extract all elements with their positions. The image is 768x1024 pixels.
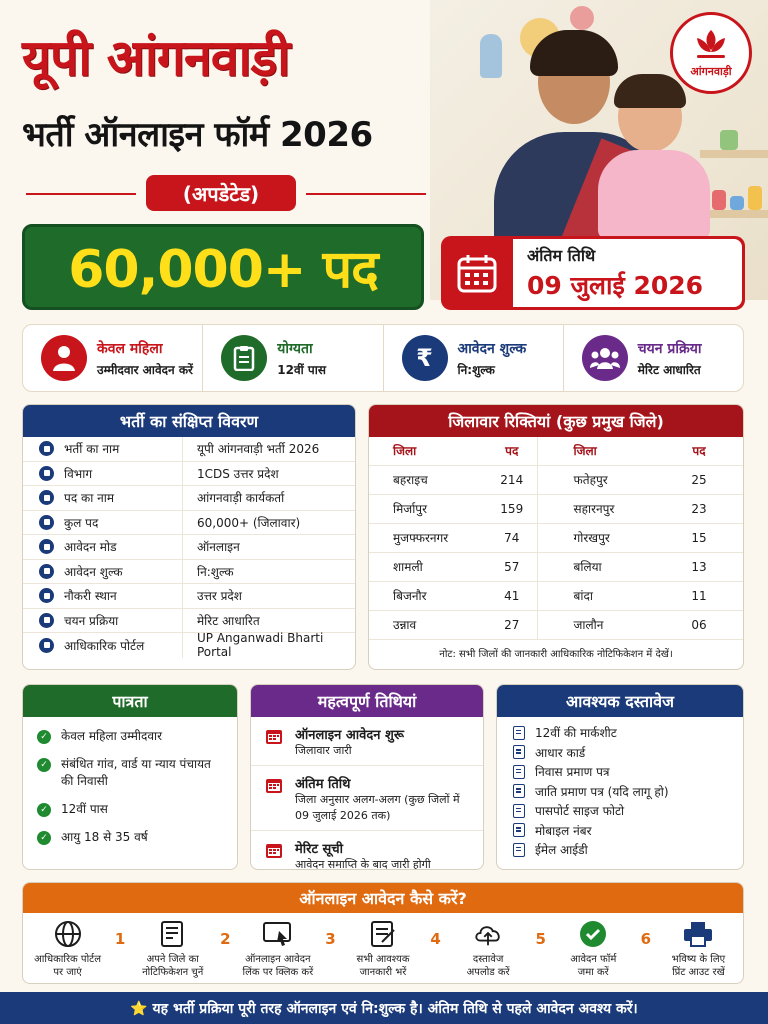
group-icon [582, 335, 628, 381]
summary-row [23, 584, 355, 609]
eligibility-text: आयु 18 से 35 वर्ष [61, 830, 148, 844]
date-title: मेरिट सूची [295, 842, 343, 857]
district-cell: सहारनपुर [537, 494, 655, 523]
summary-value: उत्तर प्रदेश [182, 584, 355, 608]
summary-value: UP Anganwadi Bharti Portal [182, 633, 355, 658]
feature-strip [22, 324, 744, 392]
document-text: 12वीं की मार्कशीट [535, 726, 617, 741]
district-table [369, 437, 743, 640]
summary-row-icon [39, 638, 54, 653]
step-line2: प्रिंट आउट रखें [672, 967, 725, 978]
summary-row [23, 486, 355, 511]
notice-icon [158, 919, 188, 949]
table-row [369, 465, 743, 494]
summary-row-icon [39, 441, 54, 456]
summary-row [23, 609, 355, 634]
eligibility-title: पात्रता [23, 685, 237, 717]
summary-key: भर्ती का नाम [64, 442, 120, 457]
col-posts: पद [655, 437, 743, 465]
step-line1: दस्तावेज [472, 954, 504, 965]
list-item [497, 840, 743, 860]
posts-cell: 41 [487, 581, 537, 610]
step-number: 6 [640, 930, 652, 948]
table-row [369, 581, 743, 610]
calendar-icon [265, 727, 283, 745]
table-row [369, 523, 743, 552]
apply-step [233, 919, 322, 979]
district-cell: बलिया [537, 552, 655, 581]
summary-value: आंगनवाड़ी कार्यकर्ता [182, 486, 355, 510]
summary-key: आवेदन मोड [64, 540, 117, 555]
document-text: पासपोर्ट साइज फोटो [535, 804, 625, 819]
date-title: अंतिम तिथि [295, 777, 351, 792]
district-header-row [369, 437, 743, 465]
feature-women-only [23, 325, 203, 391]
step-number: 3 [325, 930, 336, 948]
deadline-date: 09 जुलाई 2026 [527, 271, 704, 300]
district-vacancies-panel [368, 404, 744, 670]
step-line2: नोटिफिकेशन चुनें [142, 967, 204, 978]
updated-badge: (अपडेटेड) [146, 175, 296, 211]
important-dates-panel [250, 684, 484, 870]
posts-cell: 15 [655, 523, 743, 552]
date-subtitle: जिला अनुसार अलग-अलग (कुछ जिलों में 09 जुलाई 2026 तक) [295, 793, 460, 822]
summary-row [23, 633, 355, 658]
step-line1: अपने जिले का [146, 954, 199, 965]
woman-icon [41, 335, 87, 381]
posts-cell: 57 [487, 552, 537, 581]
footer-banner: ⭐ यह भर्ती प्रक्रिया पूरी तरह ऑनलाइन एवं नि:शुल्क है। अंतिम तिथि से पहले आवेदन अवश्य करें। [0, 992, 768, 1024]
list-item [497, 801, 743, 821]
document-icon [513, 745, 525, 759]
date-subtitle: आवेदन समाप्ति के बाद जारी होगी [295, 858, 431, 870]
date-subtitle: जिलावार जारी [295, 744, 352, 757]
step-number: 1 [114, 930, 126, 948]
posts-cell: 25 [655, 465, 743, 494]
feature-title: आवेदन शुल्क [457, 340, 527, 357]
check-icon: ✓ [37, 758, 51, 772]
summary-row-icon [39, 515, 54, 530]
district-cell: शामली [369, 552, 487, 581]
rupee-icon: ₹ [402, 335, 448, 381]
apply-step [549, 919, 638, 979]
summary-key: पद का नाम [64, 491, 115, 506]
calendar-icon [441, 236, 513, 310]
summary-row [23, 437, 355, 462]
district-cell: मिर्जापुर [369, 494, 487, 523]
feature-fee [384, 325, 564, 391]
summary-value: ऑनलाइन [182, 535, 355, 559]
district-cell: बांदा [537, 581, 655, 610]
step-line1: भविष्य के लिए [671, 954, 726, 965]
documents-title: आवश्यक दस्तावेज [497, 685, 743, 717]
logo-text: आंगनवाड़ी [690, 64, 732, 78]
district-cell: जालौन [537, 610, 655, 639]
district-cell: बहराइच [369, 465, 487, 494]
summary-key: चयन प्रक्रिया [64, 613, 119, 628]
summary-row [23, 560, 355, 585]
how-to-apply-panel [22, 882, 744, 984]
check-icon: ✓ [37, 831, 51, 845]
summary-value: 1CDS उत्तर प्रदेश [182, 462, 355, 486]
eligibility-text: संबंधित गांव, वार्ड या न्याय पंचायत की निवासी [61, 757, 211, 788]
summary-row-icon [39, 490, 54, 505]
district-cell: मुजफ्फरनगर [369, 523, 487, 552]
list-item [23, 728, 237, 745]
summary-row-icon [39, 539, 54, 554]
step-line2: जमा करें [577, 967, 609, 978]
summary-row [23, 462, 355, 487]
eligibility-text: केवल महिला उम्मीदवार [61, 729, 163, 743]
check-icon: ✓ [37, 803, 51, 817]
printer-icon [683, 919, 713, 949]
eligibility-text: 12वीं पास [61, 802, 108, 816]
feature-subtitle: उम्मीदवार आवेदन करें [97, 362, 193, 377]
summary-table [23, 437, 355, 658]
step-number: 2 [220, 930, 231, 948]
apply-step [23, 919, 112, 979]
upload-icon [473, 919, 503, 949]
district-title: जिलावार रिक्तियां (कुछ प्रमुख जिले) [369, 405, 743, 437]
list-item [497, 821, 743, 841]
step-line2: पर जाएं [53, 967, 82, 978]
click-icon [263, 919, 293, 949]
feature-qualification [203, 325, 383, 391]
list-item [251, 839, 483, 870]
summary-row [23, 511, 355, 536]
apply-step [444, 919, 533, 979]
document-icon [513, 784, 525, 798]
feature-title: केवल महिला [97, 340, 163, 357]
list-item [251, 725, 483, 766]
summary-key: नौकरी स्थान [64, 589, 117, 604]
list-item [251, 774, 483, 831]
posts-cell: 23 [655, 494, 743, 523]
step-line2: लिंक पर क्लिक करें [242, 967, 314, 978]
step-line1: सभी आवश्यक [356, 954, 410, 965]
total-posts-box [22, 224, 424, 310]
list-item [23, 801, 237, 818]
list-item [497, 782, 743, 802]
posts-cell: 11 [655, 581, 743, 610]
col-district: जिला [537, 437, 655, 465]
deadline-text-area [513, 239, 742, 307]
lotus-icon [691, 28, 731, 62]
feature-title: चयन प्रक्रिया [637, 340, 702, 357]
district-cell: बिजनौर [369, 581, 487, 610]
feature-title: योग्यता [277, 340, 313, 357]
apply-step [338, 919, 427, 979]
summary-key: आधिकारिक पोर्टल [64, 638, 145, 653]
posts-cell: 27 [487, 610, 537, 639]
document-icon [513, 804, 525, 818]
document-icon [513, 726, 525, 740]
col-district: जिला [369, 437, 487, 465]
summary-row-icon [39, 466, 54, 481]
district-cell: गोरखपुर [537, 523, 655, 552]
apply-steps [23, 913, 743, 984]
form-icon [368, 919, 398, 949]
calendar-icon [265, 776, 283, 794]
step-line2: जानकारी भरें [359, 967, 407, 978]
divider-left [26, 193, 136, 195]
dates-title: महत्वपूर्ण तिथियां [251, 685, 483, 717]
step-number: 5 [535, 930, 546, 948]
document-text: आधार कार्ड [535, 745, 586, 760]
summary-key: विभाग [64, 466, 93, 481]
posts-cell: 13 [655, 552, 743, 581]
apply-step [128, 919, 217, 979]
summary-title: भर्ती का संक्षिप्त विवरण [23, 405, 355, 437]
step-line1: ऑनलाइन आवेदन [245, 954, 311, 965]
table-row [369, 610, 743, 639]
deadline-label: अंतिम तिथि [527, 246, 596, 265]
step-line1: आवेदन फॉर्म [570, 954, 617, 965]
clipboard-icon [221, 335, 267, 381]
feature-selection [564, 325, 743, 391]
apply-step [654, 919, 743, 979]
list-item [497, 723, 743, 743]
date-title: ऑनलाइन आवेदन शुरू [295, 728, 404, 743]
divider-right [306, 193, 426, 195]
list-item [497, 762, 743, 782]
list-item [23, 756, 237, 790]
summary-value: नि:शुल्क [182, 560, 355, 584]
document-icon [513, 765, 525, 779]
district-cell: फतेहपुर [537, 465, 655, 494]
title-line2: भर्ती ऑनलाइन फॉर्म 2026 [22, 115, 373, 155]
summary-row [23, 535, 355, 560]
deadline-box [441, 236, 745, 310]
step-line1: आधिकारिक पोर्टल [34, 954, 101, 965]
document-text: ईमेल आईडी [535, 843, 588, 858]
submit-check-icon [578, 919, 608, 949]
list-item [23, 829, 237, 846]
globe-icon [53, 919, 83, 949]
document-icon [513, 843, 525, 857]
summary-panel [22, 404, 356, 670]
summary-row-icon [39, 564, 54, 579]
table-row [369, 552, 743, 581]
summary-value: मेरिट आधारित [182, 609, 355, 633]
documents-panel [496, 684, 744, 870]
posts-cell: 159 [487, 494, 537, 523]
step-line2: अपलोड करें [466, 967, 510, 978]
document-text: जाति प्रमाण पत्र (यदि लागू हो) [535, 784, 669, 799]
feature-subtitle: नि:शुल्क [457, 362, 495, 377]
document-text: मोबाइल नंबर [535, 823, 592, 838]
summary-key: कुल पद [64, 515, 99, 530]
posts-cell: 06 [655, 610, 743, 639]
table-row [369, 494, 743, 523]
summary-row-icon [39, 588, 54, 603]
col-posts: पद [487, 437, 537, 465]
anganwadi-logo [670, 12, 752, 94]
summary-key: आवेदन शुल्क [64, 564, 123, 579]
title-line1: यूपी आंगनवाड़ी [22, 29, 290, 87]
feature-subtitle: 12वीं पास [277, 362, 326, 377]
document-icon [513, 823, 525, 837]
check-icon: ✓ [37, 730, 51, 744]
calendar-icon [265, 841, 283, 859]
apply-title: ऑनलाइन आवेदन कैसे करें? [23, 883, 743, 913]
posts-cell: 214 [487, 465, 537, 494]
document-text: निवास प्रमाण पत्र [535, 765, 610, 780]
posts-cell: 74 [487, 523, 537, 552]
summary-value: 60,000+ (जिलावार) [182, 511, 355, 535]
summary-row-icon [39, 613, 54, 628]
feature-subtitle: मेरिट आधारित [637, 362, 701, 377]
total-posts-text: 60,000+ पद [68, 239, 378, 300]
district-note: नोट: सभी जिलों की जानकारी आधिकारिक नोटिफिकेशन में देखें। [439, 648, 673, 660]
step-number: 4 [430, 930, 441, 948]
district-cell: उन्नाव [369, 610, 487, 639]
summary-value: यूपी आंगनवाड़ी भर्ती 2026 [182, 437, 355, 461]
list-item [497, 743, 743, 763]
eligibility-panel [22, 684, 238, 870]
